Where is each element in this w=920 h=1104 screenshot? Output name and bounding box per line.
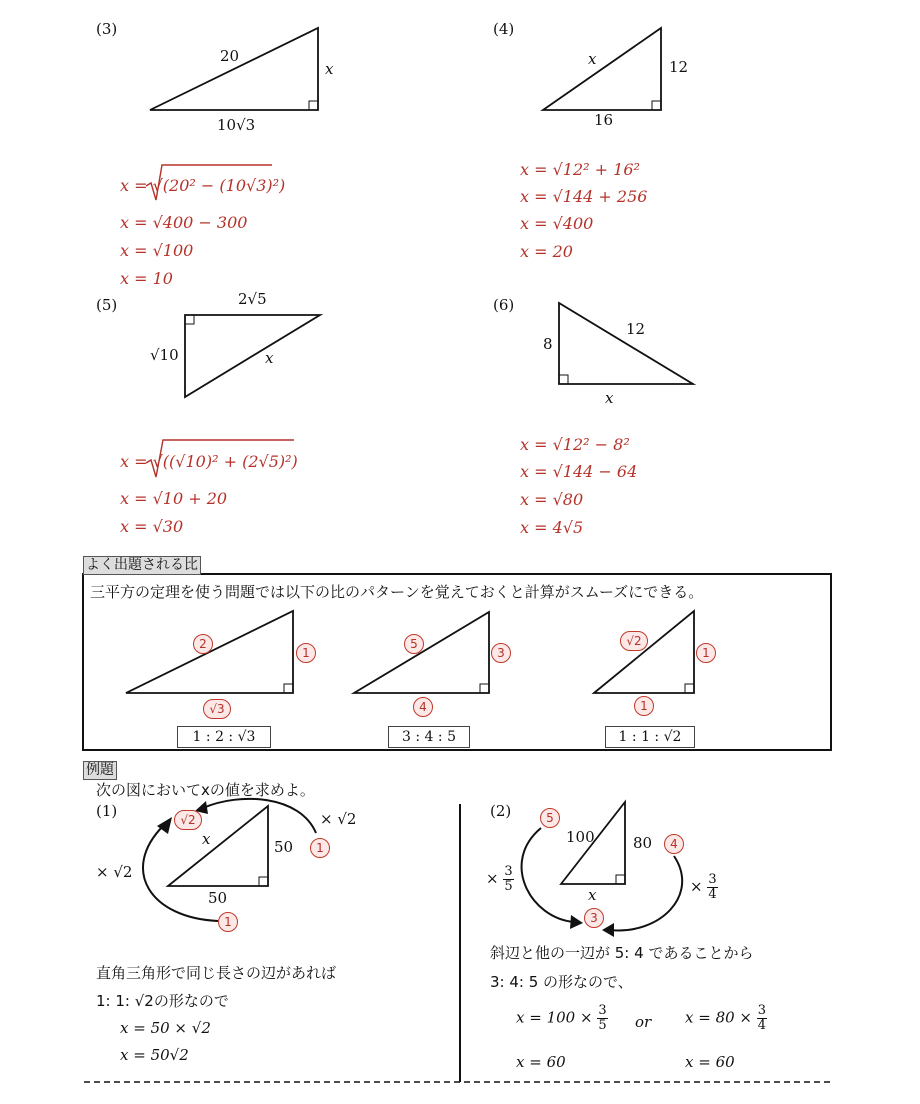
p3-step-2: x = √400 − 300 — [120, 213, 248, 232]
triangle-p5 — [185, 315, 320, 397]
problem-4-number: (4) — [493, 20, 515, 38]
ratio3-base-circle: 1 — [634, 696, 654, 716]
ratio-triangle-1 — [126, 611, 293, 693]
p3-hyp-label: 20 — [220, 47, 240, 65]
ex1-text-2: 1: 1: √2の形なので — [96, 992, 229, 1010]
ratio3-side-circle: 1 — [696, 643, 716, 663]
ex2-result-a: x = 60 — [516, 1053, 566, 1071]
problem-3-number: (3) — [96, 20, 118, 38]
triangle-p3 — [150, 28, 318, 110]
example-section-title: 例題 — [83, 761, 117, 780]
ratio-triangle-3 — [594, 611, 694, 693]
p3-base-label: 10√3 — [217, 116, 256, 134]
ex2-result-b: x = 60 — [685, 1053, 735, 1071]
example-2-number: (2) — [490, 802, 512, 820]
ex1-text-1: 直角三角形で同じ長さの辺があれば — [96, 964, 337, 982]
ex2-hyp-label: 100 — [566, 828, 595, 846]
arrow-ex2-right — [610, 856, 682, 930]
p5-hyp-label: x — [265, 349, 274, 367]
ex2-mult-right: × $\frac{3}{4}$ — [690, 872, 717, 902]
ex1-mult-right: × √2 — [320, 810, 357, 828]
problem-5-number: (5) — [96, 296, 118, 314]
p6-step-4: x = 4√5 — [520, 518, 584, 537]
ratios-intro: 三平方の定理を使う問題では以下の比のパターンを覚えておくと計算がスムーズにできる。 — [90, 583, 704, 601]
p3-side-label: x — [325, 60, 334, 78]
p3-step-1: x = √(20² − (10√3)²) — [120, 176, 286, 195]
p4-hyp-label: x — [588, 50, 597, 68]
ex2-text-1: 斜辺と他の一辺が 5: 4 であることから — [490, 944, 754, 962]
ex1-bottom-circle: 1 — [218, 912, 238, 932]
ratio2-label: 3 : 4 : 5 — [388, 726, 470, 748]
p4-step-2: x = √144 + 256 — [520, 187, 648, 206]
p5-step-3: x = √30 — [120, 517, 184, 536]
ex1-top-circle: √2 — [174, 810, 202, 830]
p5-step-1: x = √((√10)² + (2√5)²) — [120, 452, 298, 471]
p4-step-1: x = √12² + 16² — [520, 160, 640, 179]
ex1-step-2: x = 50√2 — [120, 1046, 189, 1064]
ratio2-hyp-circle: 5 — [404, 634, 424, 654]
p5-top-label: 2√5 — [238, 290, 267, 308]
ratios-section-title: よく出題される比 — [83, 556, 201, 575]
ex1-base-label: 50 — [208, 889, 228, 907]
ex1-right-circle: 1 — [310, 838, 330, 858]
ex2-or: or — [635, 1013, 652, 1031]
p6-hyp-label: 12 — [626, 320, 646, 338]
example-1-number: (1) — [96, 802, 118, 820]
ex2-side-circle: 4 — [664, 834, 684, 854]
ratio1-hyp-circle: 2 — [193, 634, 213, 654]
example-prompt: 次の図においてxの値を求めよ。 — [96, 781, 315, 799]
ex1-hyp-label: x — [202, 830, 211, 848]
p4-base-label: 16 — [594, 111, 614, 129]
p3-step-4: x = 10 — [120, 269, 173, 288]
ex2-hyp-circle: 5 — [540, 808, 560, 828]
p4-side-label: 12 — [669, 58, 689, 76]
ratio-triangle-2 — [354, 612, 489, 693]
ex2-base-label: x — [588, 886, 597, 904]
ratio2-base-circle: 4 — [413, 697, 433, 717]
p5-left-label: √10 — [150, 346, 179, 364]
ex1-step-1: x = 50 × √2 — [120, 1019, 211, 1037]
p4-step-3: x = √400 — [520, 214, 594, 233]
triangle-p6 — [559, 303, 693, 384]
ex1-side-label: 50 — [274, 838, 294, 856]
ex2-calc-a: x = 100 × $\frac{3}{5}$ — [516, 1003, 607, 1033]
ratio1-label: 1 : 2 : √3 — [177, 726, 271, 748]
ratio1-side-circle: 1 — [296, 643, 316, 663]
problem-6-number: (6) — [493, 296, 515, 314]
ratio2-side-circle: 3 — [491, 643, 511, 663]
p6-left-label: 8 — [543, 335, 553, 353]
p6-step-2: x = √144 − 64 — [520, 462, 638, 481]
p6-step-1: x = √12² − 8² — [520, 435, 630, 454]
ex2-mult-left: × $\frac{3}{5}$ — [486, 864, 513, 894]
ex2-bottom-circle: 3 — [584, 908, 604, 928]
ex2-side-label: 80 — [633, 834, 653, 852]
p3-step-3: x = √100 — [120, 241, 194, 260]
arrow-ex1-right — [203, 799, 316, 833]
p6-base-label: x — [605, 389, 614, 407]
ex2-calc-b: x = 80 × $\frac{3}{4}$ — [685, 1003, 767, 1033]
triangle-p4 — [543, 28, 661, 110]
p5-step-2: x = √10 + 20 — [120, 489, 228, 508]
p4-step-4: x = 20 — [520, 242, 573, 261]
ratio1-base-circle: √3 — [203, 699, 231, 719]
ratio3-label: 1 : 1 : √2 — [605, 726, 695, 748]
p6-step-3: x = √80 — [520, 490, 584, 509]
ex1-mult-left: × √2 — [96, 863, 133, 881]
ex2-text-2: 3: 4: 5 の形なので、 — [490, 973, 633, 991]
ratio3-hyp-circle: √2 — [620, 631, 648, 651]
